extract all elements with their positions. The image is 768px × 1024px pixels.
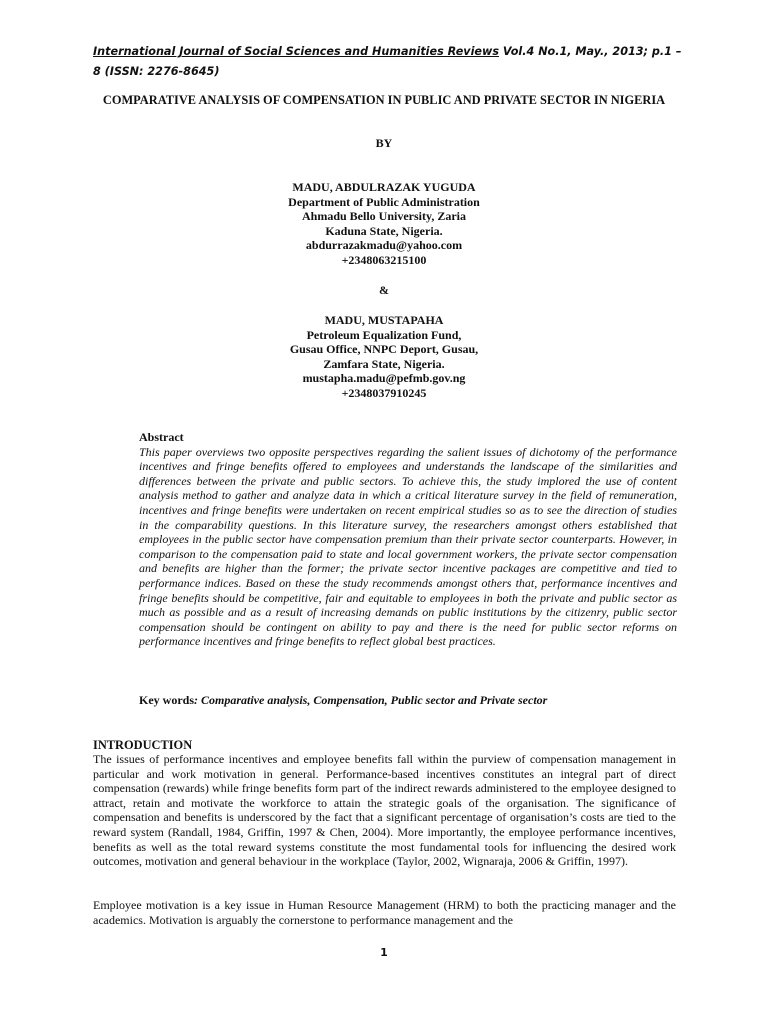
author-block-1 [93, 180, 675, 268]
author-2-location: Zamfara State, Nigeria. [323, 356, 445, 371]
journal-header [93, 42, 683, 82]
introduction-paragraph-2: Employee motivation is a key issue in Human Resource Management (HRM) to both the practicing manager and the academics. Motivation is arguably the cornerstone to performance management and the [93, 898, 676, 927]
page-number: 1 [380, 946, 388, 959]
author-1-institution: Ahmadu Bello University, Zaria [301, 209, 466, 224]
paper-title: COMPARATIVE ANALYSIS OF COMPENSATION IN PUBLIC AND PRIVATE SECTOR IN NIGERIA [102, 93, 666, 107]
author-1-name: MADU, ABDULRAZAK YUGUDA [292, 180, 476, 194]
keywords-values: : Comparative analysis, Compensation, Public sector and Private sector [194, 693, 548, 707]
author-2-office: Gusau Office, NNPC Deport, Gusau, [289, 342, 479, 357]
author-block-2 [93, 313, 675, 401]
author-1-email: abdurrazakmadu@yahoo.com [305, 238, 463, 253]
journal-citation: Vol.4 No.1, May., 2013; p.1 – 8 (ISSN: 2276-8645) [93, 45, 682, 78]
author-2-phone: +2348037910245 [341, 385, 427, 400]
introduction-heading: INTRODUCTION [93, 738, 193, 752]
journal-name: International Journal of Social Sciences and Humanities Reviews [93, 45, 499, 58]
author-1-department: Department of Public Administration [288, 194, 480, 209]
author-2-email: mustapha.madu@pefmb.gov.ng [302, 371, 466, 386]
abstract-heading: Abstract [139, 430, 184, 444]
keywords-line [139, 693, 677, 708]
abstract-section [139, 430, 677, 649]
author-1-location: Kaduna State, Nigeria. [325, 223, 443, 238]
by-label: BY [375, 136, 393, 150]
introduction-paragraph-1: The issues of performance incentives and employee benefits fall within the purview of compensation management in particular and work motivation in general. Performance-based incentives constitutes an integral part of direct compensation (rewards) while fringe benefits form part of the indirect rewards administered to the employee designed to attract, retain and motivate the workforce to attain the strategic goals of the organisation. The significance of compensation and benefits is underscored by the fact that a significant percentage of organisation’s costs are tied to the reward system (Randall, 1984, Griffin, 1997 & Chen, 2004). More importantly, the employee performance incentives, benefits as well as the total reward systems constitute the most fundamental tools for influencing the desired work outcomes, motivation and general behaviour in the workplace (Taylor, 2002, Wignaraja, 2006 & Griffin, 1997). [93, 752, 676, 869]
author-2-name: MADU, MUSTAPAHA [324, 313, 444, 327]
author-1-phone: +2348063215100 [341, 252, 427, 267]
abstract-body: This paper overviews two opposite perspectives regarding the salient issues of dichotomy of the performance incentives and fringe benefits offered to employees and understands the landscape of the similarities and differences between the private and public sectors. To achieve this, the study implored the use of content analysis method to gather and analyze data in which a critical literature survey in the field of remuneration, incentives and fringe benefits were undertaken on recent empirical studies so as to see the direction of studies in the comparability questions. In this literature survey, the researchers amongst others established that employees in the public sector have compensation premium than their private sector counterparts. However, in comparison to the compensation paid to state and local government workers, the private sector compensation and benefits are higher than the former; the private sector incentive packages are competitive and tied to performance indices. Based on these the study recommends amongst others that, performance incentives and fringe benefits should be competitive, fair and equitable to employees in both the private and public sector as much as possible and as a result of increasing demands on public institutions by the citizenry, public sector compensation should be contingent on ability to pay and there is the need for public sector reforms on performance incentives and fringe benefits to reflect global best practices. [139, 444, 677, 649]
author-separator: & [379, 283, 389, 297]
keywords-label: Key words [139, 693, 194, 707]
author-2-organisation: Petroleum Equalization Fund, [306, 327, 462, 342]
